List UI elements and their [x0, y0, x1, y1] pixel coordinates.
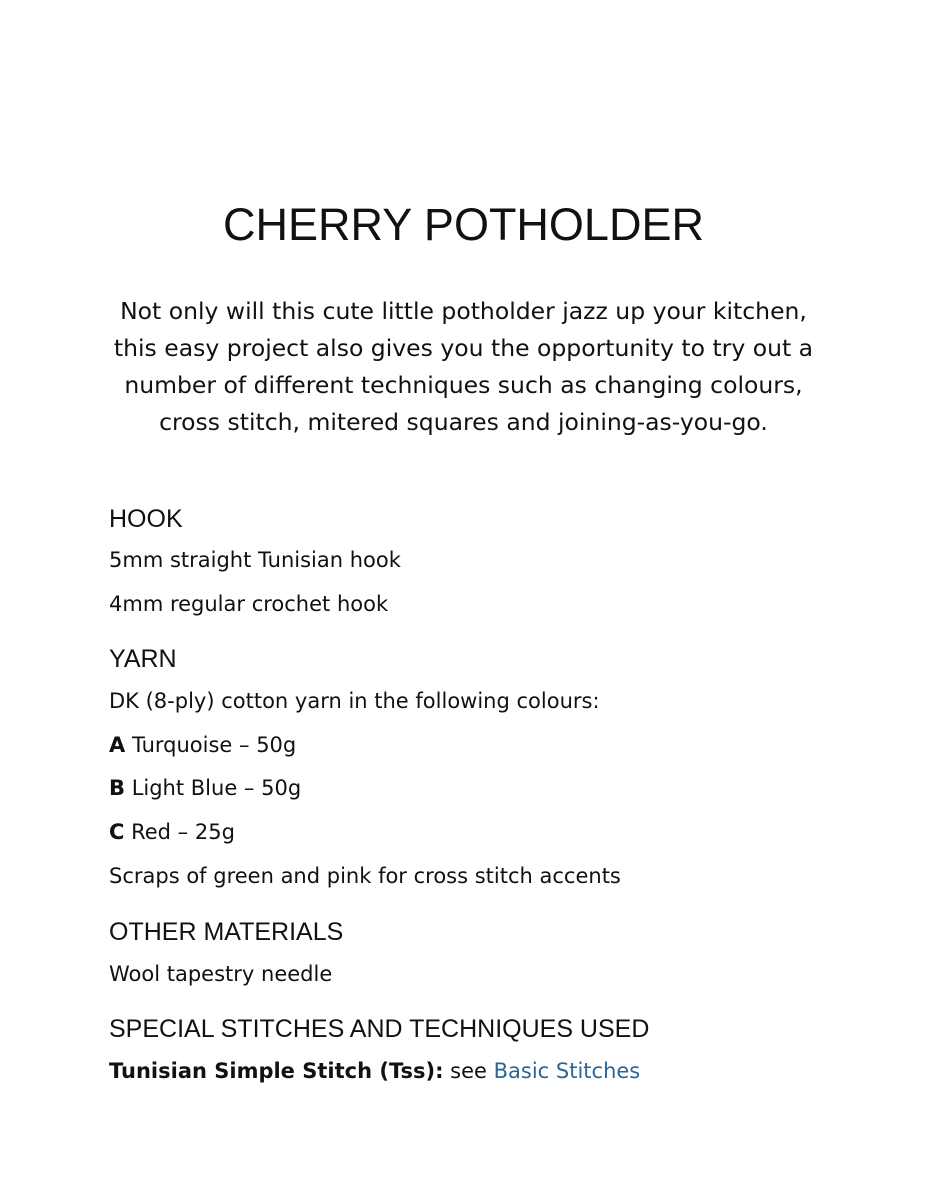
yarn-colour-a: [109, 731, 296, 759]
see-text: see: [443, 1059, 494, 1083]
hook-item: 4mm regular crochet hook: [109, 592, 389, 616]
other-materials-heading: OTHER MATERIALS: [109, 918, 344, 946]
intro-paragraph: Not only will this cute little potholder jazz up your kitchen, this easy project also gives you the opportunity to try out a number of different techniques such as changing colours, cross stitch, mitered squares and joining-as-you-go.: [113, 297, 814, 436]
colour-text: Turquoise – 50g: [125, 733, 297, 757]
yarn-colour-c: [109, 818, 235, 846]
hook-item: 5mm straight Tunisian hook: [109, 548, 401, 572]
colour-letter: A: [109, 733, 126, 757]
yarn-heading: YARN: [109, 645, 177, 673]
colour-text: Light Blue – 50g: [125, 776, 302, 800]
yarn-colour-b: [109, 774, 301, 802]
colour-letter: C: [109, 820, 125, 844]
special-stitches-heading: SPECIAL STITCHES AND TECHNIQUES USED: [109, 1015, 650, 1043]
other-materials-item: Wool tapestry needle: [109, 962, 333, 986]
basic-stitches-link[interactable]: Basic Stitches: [493, 1059, 641, 1083]
hook-heading: HOOK: [109, 505, 183, 533]
stitch-name: Tunisian Simple Stitch (Tss):: [109, 1059, 444, 1083]
colour-letter: B: [109, 776, 126, 800]
yarn-intro: DK (8-ply) cotton yarn in the following colours:: [109, 689, 600, 713]
special-stitch-line: [109, 1057, 640, 1085]
page-title: CHERRY POTHOLDER: [223, 199, 704, 250]
colour-text: Red – 25g: [124, 820, 235, 844]
yarn-note: Scraps of green and pink for cross stitch accents: [109, 864, 621, 888]
